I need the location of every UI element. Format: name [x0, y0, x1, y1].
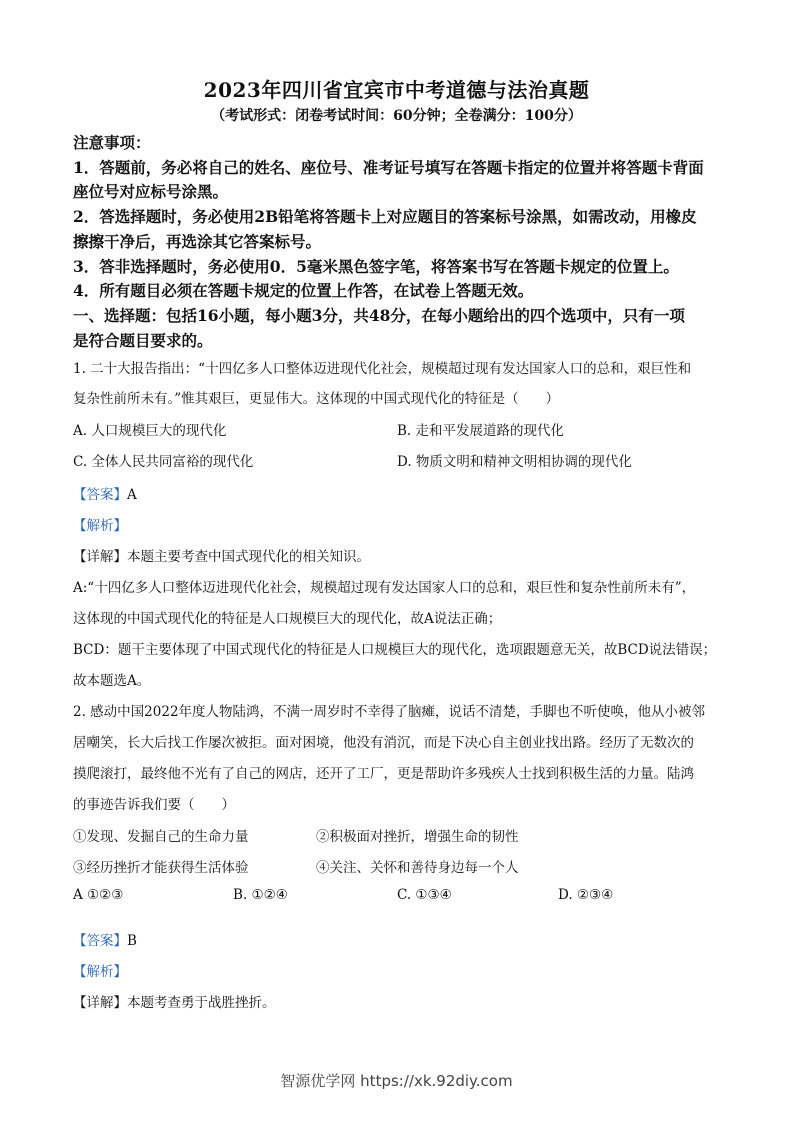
- question-1-explanation: 故本题选A。: [73, 673, 151, 689]
- question-2-answer: [73, 929, 137, 949]
- detail-text: 本题主要考查中国式现代化的相关知识。: [127, 549, 370, 565]
- question-1-explanation: 这体现的中国式现代化的特征是人口规模巨大的现代化，故A说法正确；: [73, 611, 502, 627]
- question-1-option-c: C. 全体人民共同富裕的现代化: [73, 454, 254, 470]
- notice-line: 4．所有题目必须在答题卡规定的位置上作答，在试卷上答题无效。: [73, 281, 534, 300]
- question-2-stem: 摸爬滚打，最终他不光有了自己的网店，还开了工厂，更是帮助许多残疾人士找到积极生活的力量。陆鸿: [73, 766, 694, 782]
- question-2-item-3: ③经历挫折才能获得生活体验: [73, 860, 249, 876]
- watermark-footer: 智源优学网 https://xk.92diy.com: [280, 1072, 513, 1090]
- notice-line: 1．答题前，务必将自己的姓名、座位号、准考证号填写在答题卡指定的位置并将答题卡背面: [73, 158, 704, 177]
- question-2-stem: 居嘲笑，长大后找工作屡次被拒。面对困境，他没有消沉，而是下决心自主创业找出路。经历了无数次的: [73, 735, 694, 751]
- question-2-option-c: C. ①③④: [397, 887, 452, 903]
- notice-heading: 注意事项：: [73, 133, 151, 152]
- detail-label: 【详解】: [73, 549, 127, 565]
- question-2-option-d: D. ②③④: [558, 887, 614, 903]
- question-2-analysis-label: 【解析】: [73, 964, 127, 980]
- notice-line: 擦擦干净后，再选涂其它答案标号。: [73, 232, 322, 251]
- question-1-explanation: BCD：题干主要体现了中国式现代化的特征是人口规模巨大的现代化，选项跟题意无关，故BCD说法错误；: [73, 642, 717, 658]
- question-1-answer: [73, 483, 137, 503]
- section-heading: 是符合题目要求的。: [73, 331, 213, 350]
- question-1-explanation: A:“十四亿多人口整体迈进现代化社会，规模超过现有发达国家人口的总和，艰巨性和复杂性前所未有”，: [73, 580, 696, 596]
- question-2-item-4: ④关注、关怀和善待身边每一个人: [316, 860, 519, 876]
- answer-label: 【答案】: [73, 487, 127, 503]
- question-2-detail: [73, 991, 276, 1011]
- answer-label: 【答案】: [73, 933, 127, 949]
- question-2-option-b: B. ①②④: [233, 887, 288, 903]
- notice-line: 2．答选择题时，务必使用2B铅笔将答题卡上对应题目的答案标号涂黑，如需改动，用橡皮: [73, 207, 697, 226]
- question-2-item-1: ①发现、发掘自己的生命力量: [73, 829, 249, 845]
- question-2-stem: 2. 感动中国2022年度人物陆鸿，不满一周岁时不幸得了脑瘫，说话不清楚，手脚也不听使唤，他从小被邻: [73, 704, 706, 720]
- detail-label: 【详解】: [73, 995, 127, 1011]
- question-1-stem: 1. 二十大报告指出：“十四亿多人口整体迈进现代化社会，规模超过现有发达国家人口的总和，艰巨性和: [73, 361, 692, 377]
- question-2-stem: 的事迹告诉我们要（ ）: [73, 797, 235, 813]
- question-1-option-a: A. 人口规模巨大的现代化: [73, 423, 227, 439]
- exam-info: （考试形式：闭卷考试时间：60分钟；全卷满分：100分）: [211, 108, 582, 124]
- section-heading: 一、选择题：包括16小题，每小题3分，共48分，在每小题给出的四个选项中，只有一项: [73, 306, 685, 325]
- detail-text: 本题考查勇于战胜挫折。: [127, 995, 276, 1011]
- notice-line: 座位号对应标号涂黑。: [73, 182, 229, 201]
- notice-line: 3．答非选择题时，务必使用0．5毫米黑色签字笔，将答案书写在答题卡规定的位置上。: [73, 257, 679, 276]
- question-1-analysis-label: 【解析】: [73, 518, 127, 534]
- question-1-stem: 复杂性前所未有。”惟其艰巨，更显伟大。这体现的中国式现代化的特征是（ ）: [73, 391, 560, 407]
- page-title: 2023年四川省宜宾市中考道德与法治真题: [203, 78, 590, 102]
- answer-value: A: [127, 487, 137, 503]
- question-2-item-2: ②积极面对挫折，增强生命的韧性: [316, 829, 519, 845]
- question-2-option-a: A ①②③: [73, 887, 124, 903]
- question-1-detail: [73, 545, 370, 565]
- question-1-option-d: D. 物质文明和精神文明相协调的现代化: [397, 454, 632, 470]
- answer-value: B: [127, 933, 137, 949]
- question-1-option-b: B. 走和平发展道路的现代化: [397, 423, 565, 439]
